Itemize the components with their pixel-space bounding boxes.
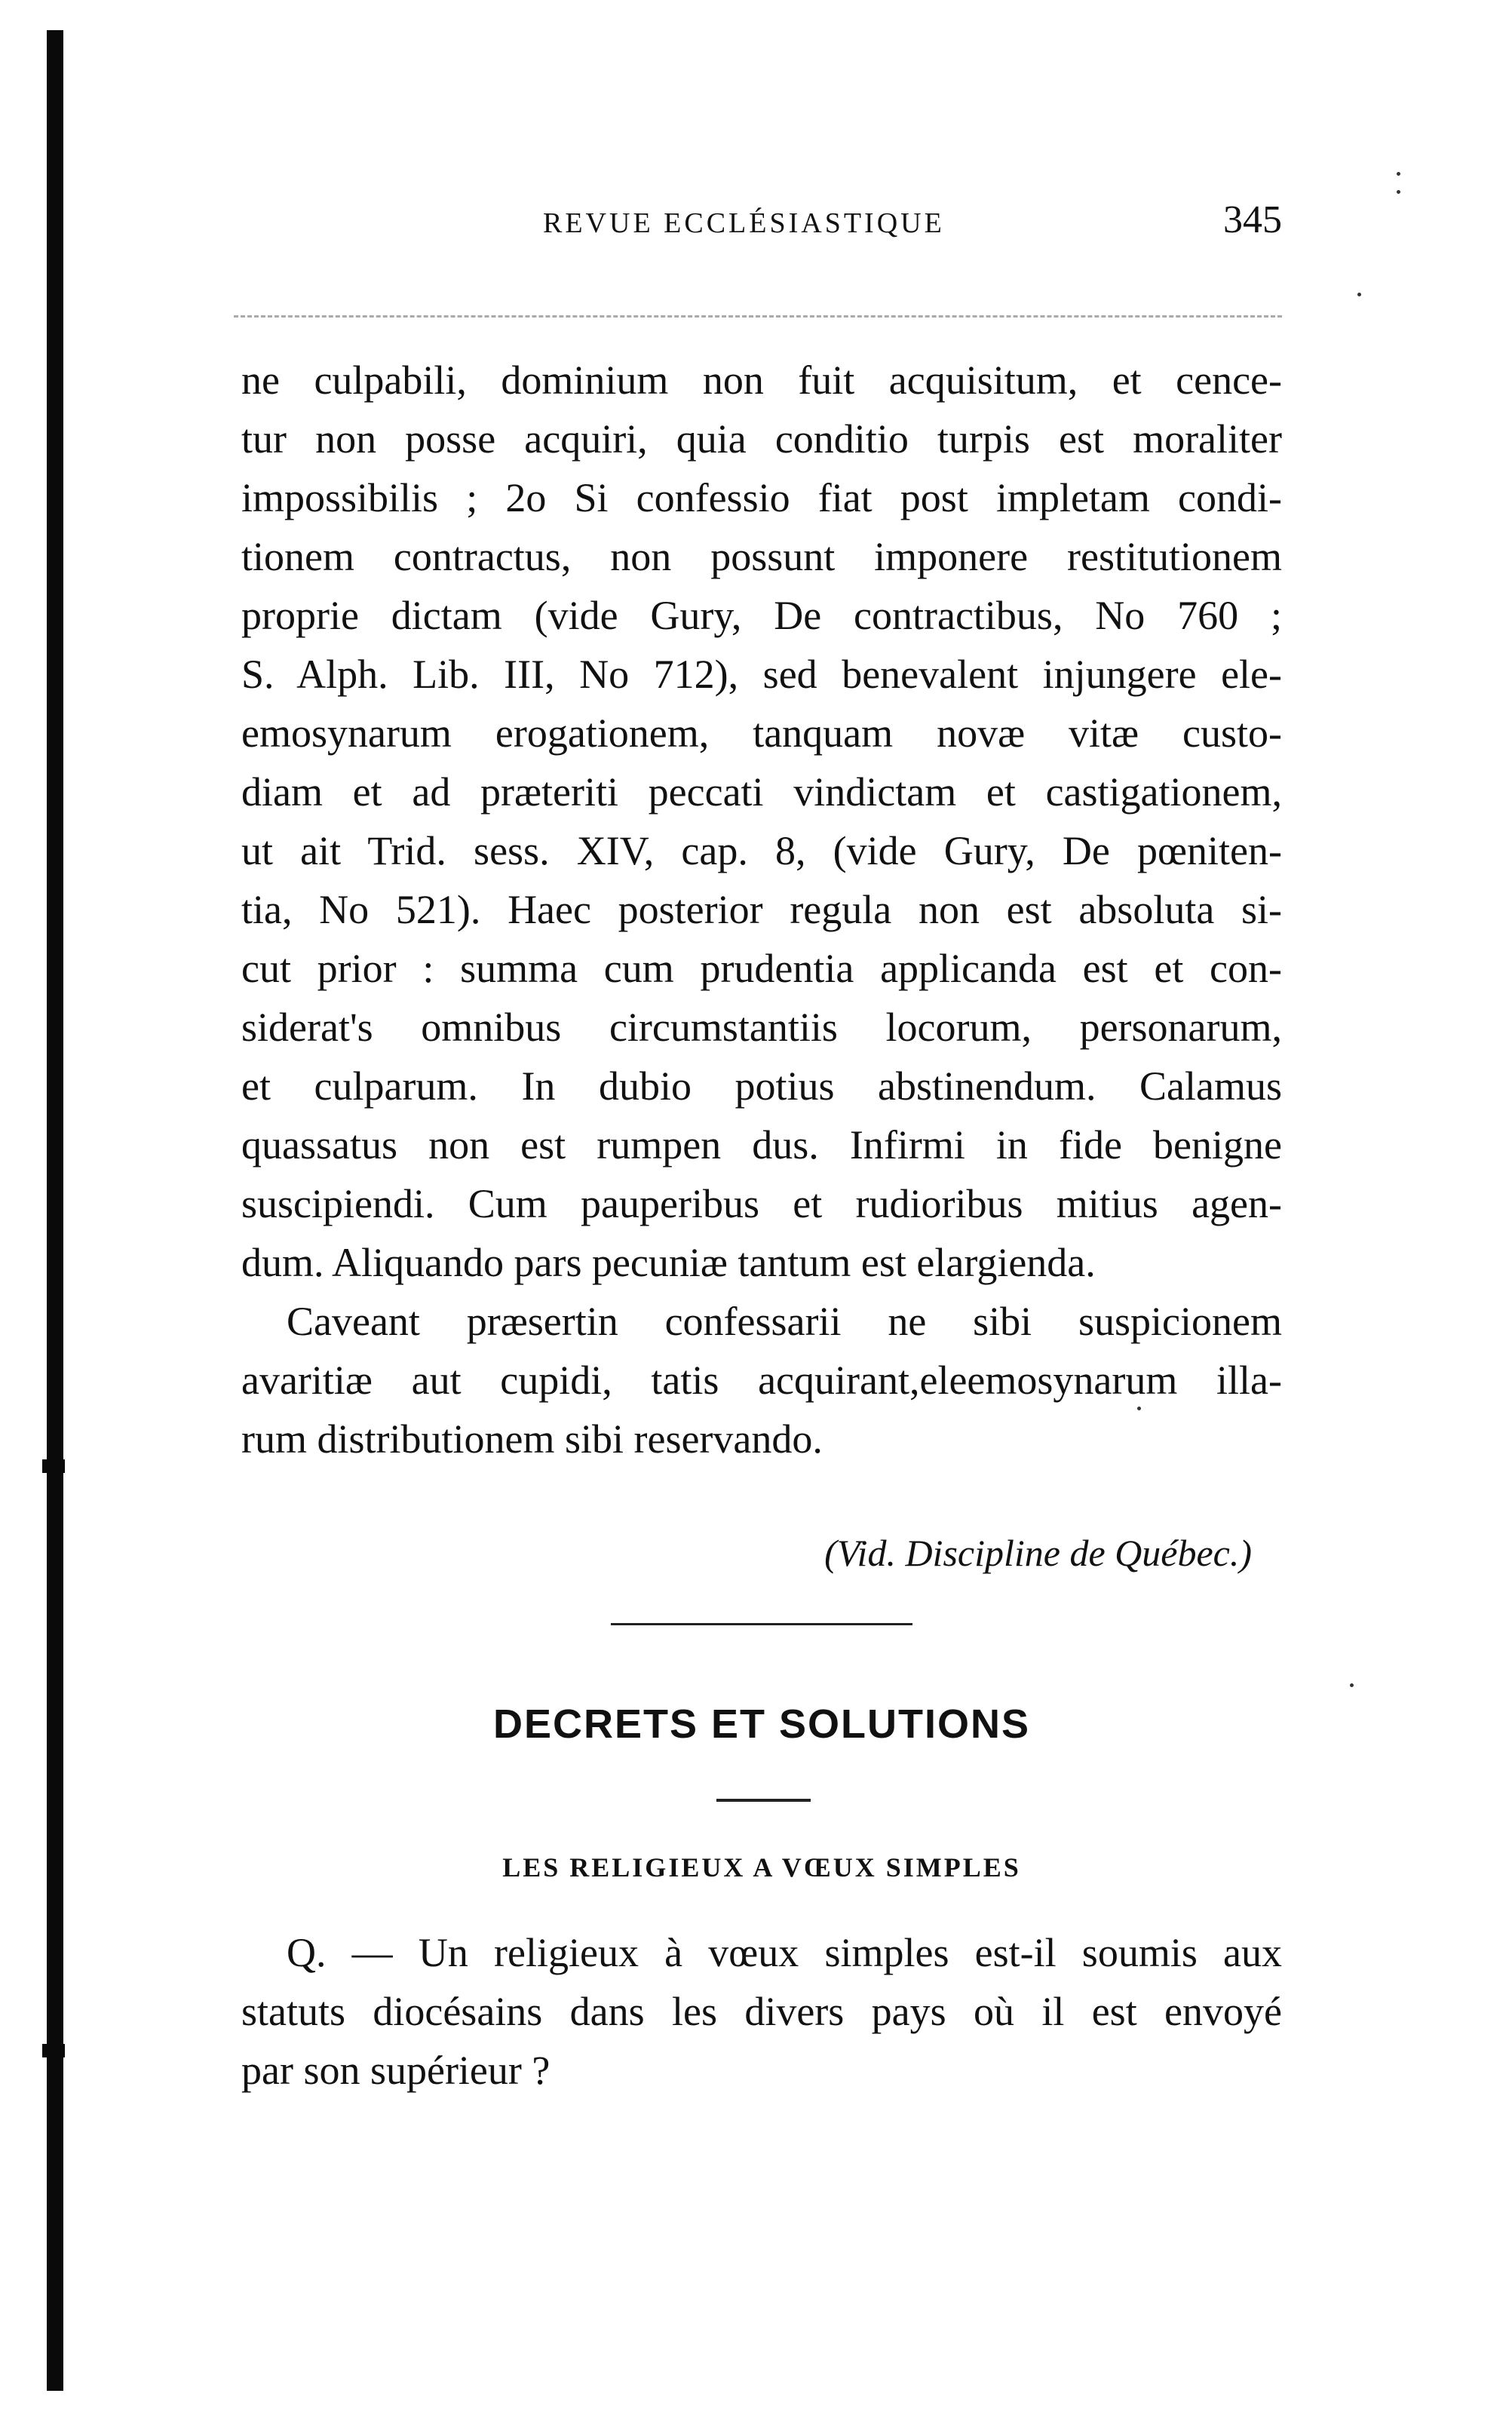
text-line: tia, No 521). Haec posterior regula non est absoluta si- bbox=[241, 887, 1282, 932]
text-line: impossibilis ; 2o Si confessio fiat post impletam condi- bbox=[241, 475, 1282, 520]
text-line: ne culpabili, dominium non fuit acquisitum, et cence- bbox=[241, 357, 1282, 403]
text-line: tionem contractus, non possunt imponere restitutionem bbox=[241, 534, 1282, 579]
section-heading: DECRETS ET SOLUTIONS bbox=[492, 1701, 1031, 1747]
text-line: Caveant præsertin confessarii ne sibi suspicionem bbox=[287, 1299, 1282, 1344]
scan-speck bbox=[1397, 172, 1400, 176]
question bbox=[241, 1923, 1282, 2100]
page-binding-edge bbox=[47, 30, 63, 2391]
text-line: suscipiendi. Cum pauperibus et rudioribus mitius agen- bbox=[241, 1181, 1282, 1226]
text-line: ut ait Trid. sess. XIV, cap. 8, (vide Gury, De pœniten- bbox=[241, 828, 1282, 873]
text-line: et culparum. In dubio potius abstinendum. Calamus bbox=[241, 1063, 1282, 1109]
page-number: 345 bbox=[1223, 198, 1282, 241]
text-line: tur non posse acquiri, quia conditio turpis est moraliter bbox=[241, 416, 1282, 462]
text-line: par son supérieur ? bbox=[241, 2048, 551, 2093]
text-line: proprie dictam (vide Gury, De contractibus, No 760 ; bbox=[241, 593, 1282, 638]
scan-speck bbox=[1350, 1683, 1354, 1687]
header-rule bbox=[234, 315, 1282, 320]
citation: (Vid. Discipline de Québec.) bbox=[824, 1532, 1252, 1574]
text-line: Q. — Un religieux à vœux simples est-il soumis aux bbox=[287, 1930, 1282, 1975]
text-line: avaritiæ aut cupidi, tatis acquirant,eleemosynarum illa- bbox=[241, 1358, 1282, 1403]
scan-speck bbox=[1357, 293, 1361, 296]
heading-rule bbox=[716, 1799, 811, 1802]
paragraph bbox=[241, 351, 1282, 1292]
text-line: emosynarum erogationem, tanquam novæ vitæ custo- bbox=[241, 710, 1282, 756]
running-head bbox=[241, 198, 1282, 250]
binding-notch bbox=[42, 2044, 65, 2057]
text-line: statuts diocésains dans les divers pays où il est envoyé bbox=[241, 1989, 1282, 2034]
scan-speck bbox=[1397, 190, 1400, 194]
running-title: REVUE ECCLÉSIASTIQUE bbox=[543, 207, 945, 239]
text-line: siderat's omnibus circumstantiis locorum, personarum, bbox=[241, 1005, 1282, 1050]
text-line: dum. Aliquando pars pecuniæ tantum est elargienda. bbox=[241, 1240, 1096, 1285]
text-line: S. Alph. Lib. III, No 712), sed benevalent injungere ele- bbox=[241, 652, 1282, 697]
text-line: rum distributionem sibi reservando. bbox=[241, 1416, 823, 1462]
binding-notch bbox=[42, 1459, 65, 1473]
text-line: quassatus non est rumpen dus. Infirmi in fide benigne bbox=[241, 1122, 1282, 1168]
text-line: diam et ad præteriti peccati vindictam et castigationem, bbox=[241, 769, 1282, 815]
section-divider bbox=[611, 1623, 912, 1625]
text-line: cut prior : summa cum prudentia applicanda est et con- bbox=[241, 946, 1282, 991]
paragraph bbox=[241, 1292, 1282, 1468]
subheading: LES RELIGIEUX A VŒUX SIMPLES bbox=[502, 1852, 1021, 1882]
body-text bbox=[241, 351, 1282, 1468]
